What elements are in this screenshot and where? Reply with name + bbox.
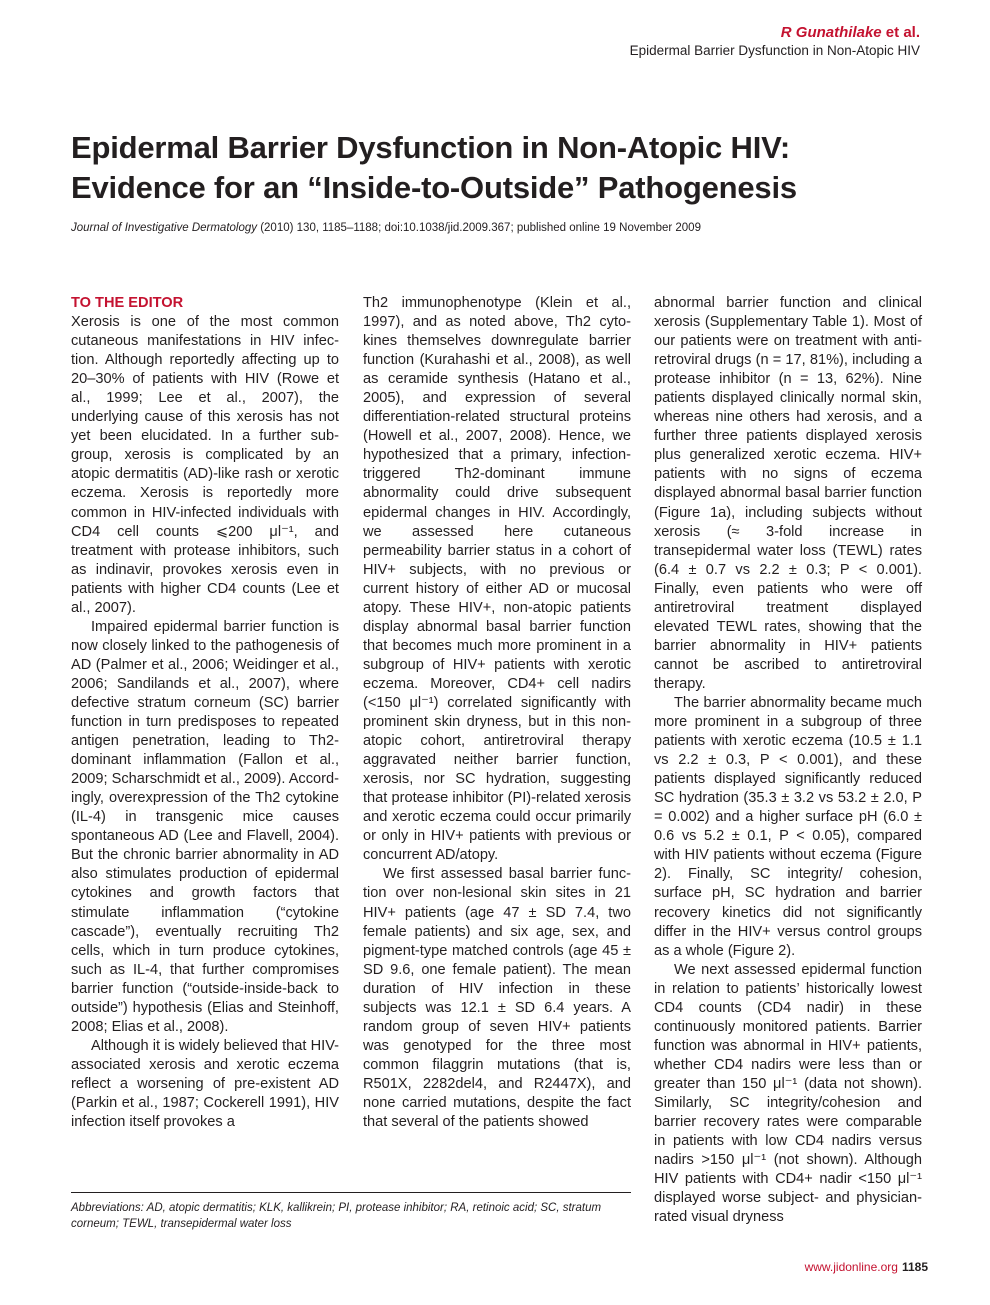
section-heading: TO THE EDITOR [71, 295, 184, 311]
citation-details: (2010) 130, 1185–1188; doi:10.1038/jid.2009.367; published online 19 November 2009 [257, 222, 701, 234]
paragraph: The barrier abnormality became much more prominent in a subgroup of three patients with xerotic eczema (10.5 ± 1.1 vs 2.2 ± 0.3, P < 0.001), and these patients displayed significantly reduced SC hydration (35.3 ± 3.2 vs 53.2 ± 2.0, P = 0.002) and a higher surface pH (6.0 ± 0.6 vs 5.2 ± 0.1, P < 0.05), compared with HIV patients without eczema (Figure 2). Finally, SC integrity/ cohesion, surface pH, SC hydration and barrier recovery kinetics did not significantly differ in the HIV+ versus control groups as a whole (Figure 2). [654, 694, 922, 959]
footnote-divider [71, 1192, 631, 1193]
paragraph: abnormal barrier function and clinical xerosis (Supplementary Table 1). Most of our patients were on treatment with anti-retroviral drugs (n = 17, 81%), including a protease inhibitor (n = 13, 62%). Nine patients displayed clinically normal skin, whereas nine others had xerosis, and a further three patients displayed xerosis plus generalized xerotic eczema. HIV+ patients with no signs of eczema displayed abnormal basal barrier function (Figure 1a), including subjects without xerosis (≈ 3-fold increase in transepidermal water loss (TEWL) rates (6.4 ± 0.7 vs 2.2 ± 0.3; P < 0.001). Finally, even patients who were off antiretroviral treatment displayed elevated TEWL rates, showing that the barrier abnormality in HIV+ patients cannot be ascribed to antiretroviral therapy. [654, 295, 922, 692]
running-header-title: Epidermal Barrier Dysfunction in Non-Atopic HIV [629, 43, 920, 58]
abbreviations-footnote: Abbreviations: AD, atopic dermatitis; KLK, kallikrein; PI, protease inhibitor; RA, retinoic acid; SC, stratum corneum; TEWL, transepidermal water loss [71, 1202, 602, 1230]
citation-line [71, 222, 701, 234]
paragraph: Although it is widely believed that HIV-associated xerosis and xerotic eczema reflect a worsening of pre-existent AD (Parkin et al., 1987; Cockerell 1991), HIV infection itself provokes a [71, 1037, 339, 1131]
title-line-1: Epidermal Barrier Dysfunction in Non-Atopic HIV: [71, 130, 790, 165]
page-footer [805, 1260, 928, 1274]
page-number: 1185 [901, 1260, 928, 1274]
running-header-author: R Gunathilake et al. [780, 24, 920, 41]
paragraph: Impaired epidermal barrier function is now closely linked to the pathogenesis of AD (Palmer et al., 2006; Weidinger et al., 2006; Sandilands et al., 2007), where defective stratum corneum (SC) barrier function in turn predisposes to repeated antigen penetration, leading to Th2-dominant inflammation (Fallon et al., 2009; Scharschmidt et al., 2009). Accordingly, overexpression of the Th2 cytokine (IL-4) in transgenic mice causes spontaneous AD (Lee and Flavell, 2004). But the chronic barrier abnormality in AD also stimulates production of epidermal cytokines and growth factors that stimulate inflammation (“cytokine cascade”), eventually recruiting Th2 cells, which in turn produce cytokines, such as IL-4, that further compromises barrier function (“outside-inside-back to outside”) hypothesis (Elias and Steinhoff, 2008; Elias et al., 2008). [71, 618, 339, 1035]
title-line-2: Evidence for an “Inside-to-Outside” Pathogenesis [71, 170, 797, 205]
column-1 [71, 294, 339, 1132]
column-2 [363, 294, 631, 1132]
paragraph: Xerosis is one of the most common cutaneous manifestations in HIV infection. Although reportedly affecting up to 20–30% of patients with HIV (Rowe et al., 1999; Lee et al., 2007), the underlying cause of this xerosis has not yet been elucidated. In a further subgroup, xerosis is complicated by an atopic dermatitis (AD)-like rash or xerotic eczema. Xerosis is reportedly more common in HIV-infected individuals with CD4 cell counts ⩽200 μl⁻¹, and treatment with protease inhibitors, such as indinavir, provokes xerosis even in patients with higher CD4 counts (Lee et al., 2007). [71, 314, 339, 616]
article-title [71, 128, 931, 208]
journal-url-link[interactable]: www.jidonline.org [804, 1260, 898, 1274]
paragraph: Th2 immunophenotype (Klein et al., 1997), and as noted above, Th2 cytokines themselves downregulate barrier function (Kurahashi et al., 2008), as well as ceramide synthesis (Hatano et al., 2005), and expression of several differentiation-related structural proteins (Howell et al., 2007, 2008). Hence, we hypothesized that a primary, infection-triggered Th2-dominant immune abnormality could drive subsequent epidermal changes in HIV. Accordingly, we assessed here cutaneous permeability barrier status in a cohort of HIV+ subjects, with no previous or current history of either AD or mucosal atopy. These HIV+, non-atopic patients display abnormal basal barrier function that becomes much more prominent in a subgroup of HIV+ patients with xerotic eczema. Moreover, CD4+ cell nadirs (<150 μl⁻¹) correlated significantly with prominent skin dryness, but in this non-atopic cohort, antiretroviral therapy aggravated neither barrier function, xerosis, nor SC hydration, suggesting that protease inhibitor (PI)-related xerosis and xerotic eczema could occur primarily or only in HIV+ patients with previous or concurrent AD/atopy. [363, 295, 631, 864]
paragraph: We first assessed basal barrier function over non-lesional skin sites in 21 HIV+ patients (age 47 ± SD 7.4, two female patients) and six age, sex, and pigment-type matched controls (age 45 ± SD 9.6, one female patient). The mean duration of HIV infection in these subjects was 12.1 ± SD 6.4 years. A random group of seven HIV+ patients was genotyped for the three most common filaggrin mutations (that is, R501X, 2282del4, and R2447X), and none carried mutations, despite the fact that several of the patients showed [363, 866, 631, 1131]
column-3 [654, 294, 922, 1227]
journal-name: Journal of Investigative Dermatology [71, 222, 258, 234]
paragraph: We next assessed epidermal function in relation to patients’ historically lowest CD4 counts (CD4 nadir) in these continuously monitored patients. Barrier function was abnormal in HIV+ patients, whether CD4 nadirs were less than or greater than 150 μl⁻¹ (data not shown). Similarly, SC integrity/cohesion and barrier recovery rates were comparable in patients with low CD4 nadirs versus nadirs >150 μl⁻¹ (not shown). Although HIV patients with CD4+ nadir <150 μl⁻¹ displayed worse subject- and physician-rated visual dryness [654, 961, 922, 1226]
